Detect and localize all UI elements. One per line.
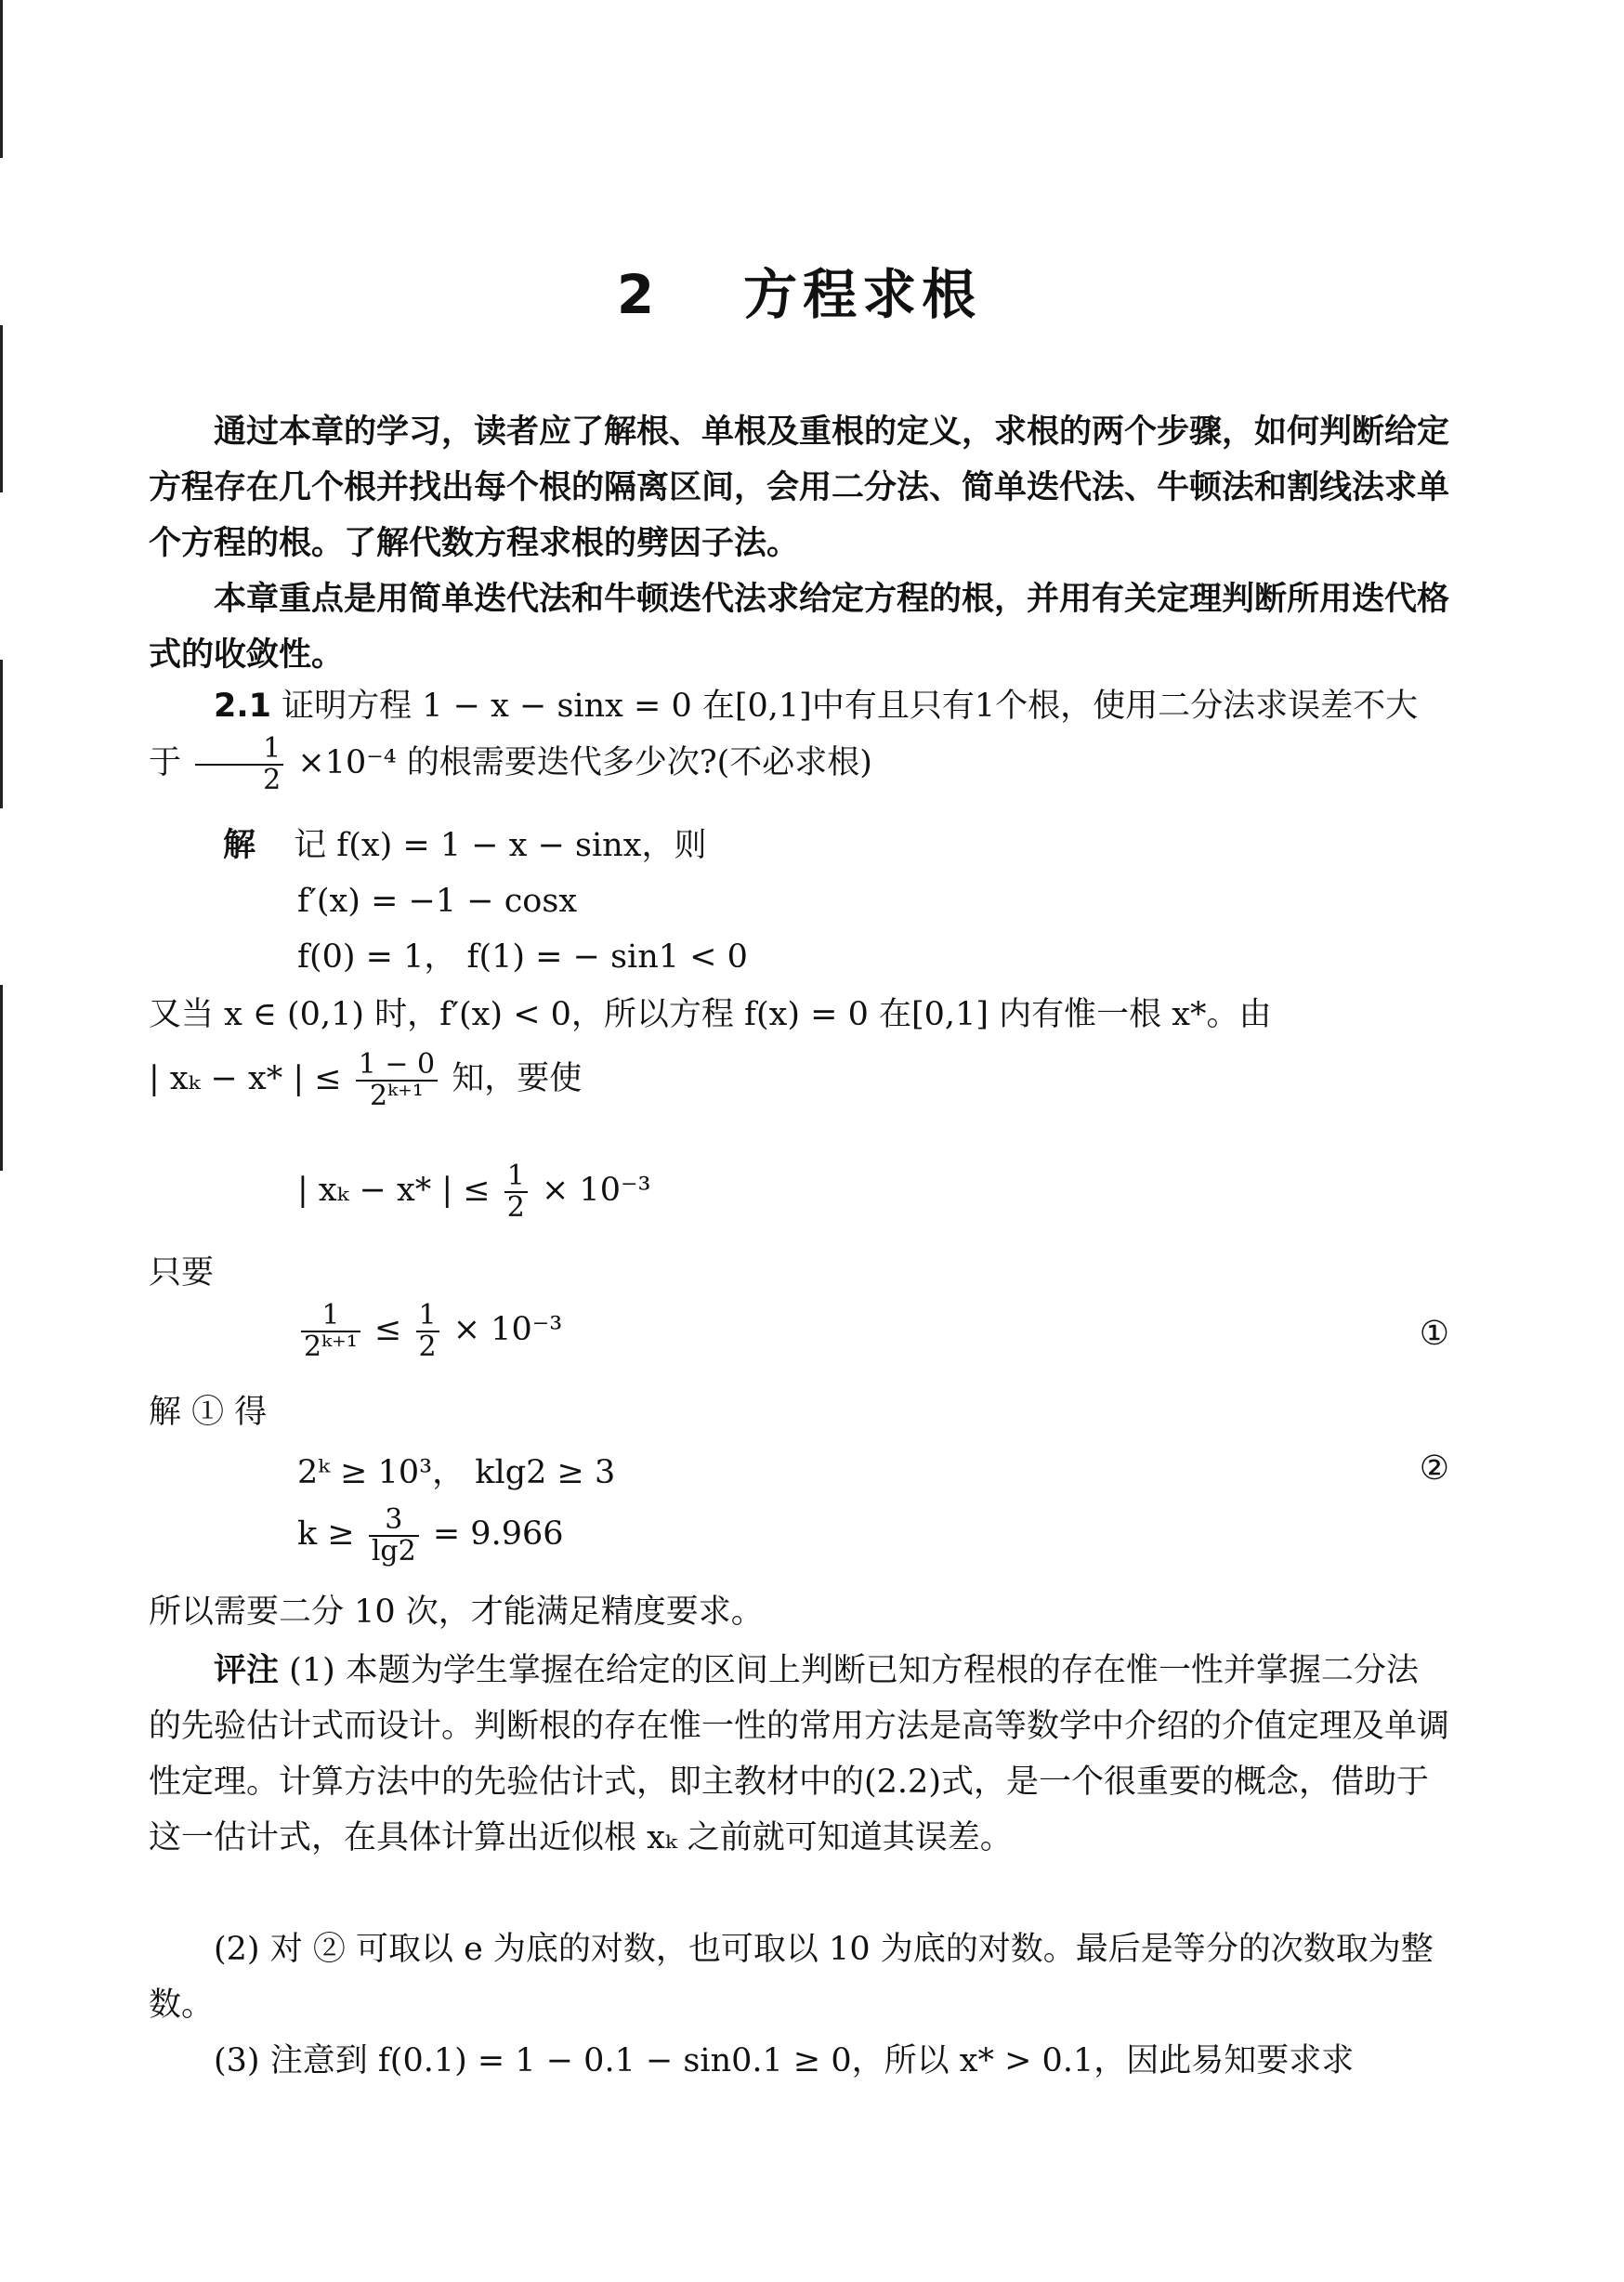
solve-1-text: 解 ① 得 bbox=[149, 1394, 268, 1431]
denominator: lg2 bbox=[371, 1534, 416, 1567]
equation-mark-1: ① bbox=[1419, 1315, 1449, 1353]
inequality-2: 2ᵏ ≥ 10³， klg2 ≥ 3 bbox=[297, 1454, 616, 1491]
scan-edge-mark bbox=[0, 660, 3, 808]
only-need-text: 只要 bbox=[149, 1254, 215, 1292]
uniqueness-line: 又当 x ∈ (0,1) 时，f′(x) < 0，所以方程 f(x) = 0 在[0,1] 内有惟一根 x*。由 bbox=[149, 996, 1272, 1033]
chapter-title bbox=[149, 251, 1449, 329]
solution-line-1 bbox=[223, 818, 706, 873]
comment-label: 评注 bbox=[214, 1652, 280, 1689]
leq-sign: ≤ bbox=[374, 1311, 402, 1348]
expr-left: k ≥ bbox=[297, 1515, 355, 1553]
inequality-1 bbox=[297, 1301, 562, 1361]
fraction bbox=[369, 1505, 419, 1566]
scan-edge-mark bbox=[0, 985, 3, 1171]
target-inequality bbox=[297, 1161, 650, 1222]
numerator: 1 bbox=[195, 734, 283, 766]
expr-right: × 10⁻³ bbox=[541, 1172, 651, 1209]
expr-left: | xₖ − x* | ≤ bbox=[149, 1060, 342, 1097]
denominator: 2ᵏ⁺¹ bbox=[304, 1330, 358, 1363]
denominator: 2 bbox=[263, 763, 282, 796]
expr-left: | xₖ − x* | ≤ bbox=[297, 1172, 491, 1209]
denominator: 2 bbox=[418, 1330, 437, 1363]
problem-statement bbox=[149, 678, 1449, 794]
intro-paragraph-1: 通过本章的学习，读者应了解根、单根及重根的定义，求根的两个步骤，如何判断给定方程存在几个根并找出每个根的隔离区间，会用二分法、简单迭代法、牛顿法和割线法求单个方程的根。了解代数方程求根的劈因子法。 bbox=[149, 413, 1450, 562]
expr-right: 知，要使 bbox=[452, 1060, 583, 1097]
numerator: 1 bbox=[504, 1161, 528, 1193]
k-bound-line bbox=[297, 1505, 564, 1566]
scan-edge-mark bbox=[0, 0, 3, 158]
numerator: 1 bbox=[416, 1301, 439, 1332]
problem-text-a: 证明方程 1 − x − sinx = 0 在[0,1]中有且只有1个根，使用二分法求误差不大于 bbox=[149, 688, 1419, 781]
denominator: 2ᵏ⁺¹ bbox=[370, 1079, 424, 1112]
conclusion-line: 所以需要二分 10 次，才能满足精度要求。 bbox=[149, 1593, 764, 1631]
denominator: 2 bbox=[506, 1190, 525, 1224]
comment-1 bbox=[149, 1643, 1449, 1866]
derivative-line: f′(x) = −1 − cosx bbox=[297, 883, 578, 920]
fraction bbox=[356, 1050, 438, 1110]
scan-edge-mark bbox=[0, 325, 3, 492]
error-bound-line bbox=[149, 1050, 582, 1110]
fraction bbox=[195, 734, 283, 794]
solution-text: 记 f(x) = 1 − x − sinx，则 bbox=[294, 827, 707, 864]
numerator: 1 − 0 bbox=[356, 1050, 438, 1082]
comment-2: (2) 对 ② 可取以 e 为底的对数，也可取以 10 为底的对数。最后是等分的次数取为整数。 bbox=[149, 1931, 1434, 2024]
fraction bbox=[301, 1301, 360, 1361]
numerator: 1 bbox=[301, 1301, 360, 1332]
expr-right: = 9.966 bbox=[432, 1515, 564, 1553]
chapter-title-text: 方程求根 bbox=[743, 263, 982, 326]
solution-label: 解 bbox=[223, 827, 256, 864]
equation-mark-2: ② bbox=[1419, 1449, 1449, 1488]
fraction bbox=[504, 1161, 528, 1222]
problem-text-b: ×10⁻⁴ 的根需要迭代多少次?(不必求根) bbox=[297, 744, 872, 781]
intro-paragraph-2: 本章重点是用简单迭代法和牛顿迭代法求给定方程的根，并用有关定理判断所用迭代格式的收敛性。 bbox=[149, 581, 1450, 674]
comment-3: (3) 注意到 f(0.1) = 1 − 0.1 − sin0.1 ≥ 0，所以 x* > 0.1，因此易知要求求 bbox=[214, 2042, 1355, 2079]
endpoint-values-line: f(0) = 1， f(1) = − sin1 < 0 bbox=[297, 938, 748, 976]
problem-number: 2.1 bbox=[214, 688, 272, 725]
chapter-number: 2 bbox=[616, 263, 661, 326]
numerator: 3 bbox=[369, 1505, 419, 1537]
expr-right: × 10⁻³ bbox=[452, 1311, 563, 1348]
comment-text-1: (1) 本题为学生掌握在给定的区间上判断已知方程根的存在惟一性并掌握二分法的先验估计式而设计。判断根的存在惟一性的常用方法是高等数学中介绍的介值定理及单调性定理。计算方法中的先验估计式，即主教材中的(2.2)式，是一个很重要的概念，借助于这一估计式，在具体计算出近似根 xₖ 之前就可知道其误差。 bbox=[149, 1652, 1450, 1856]
fraction bbox=[416, 1301, 439, 1361]
